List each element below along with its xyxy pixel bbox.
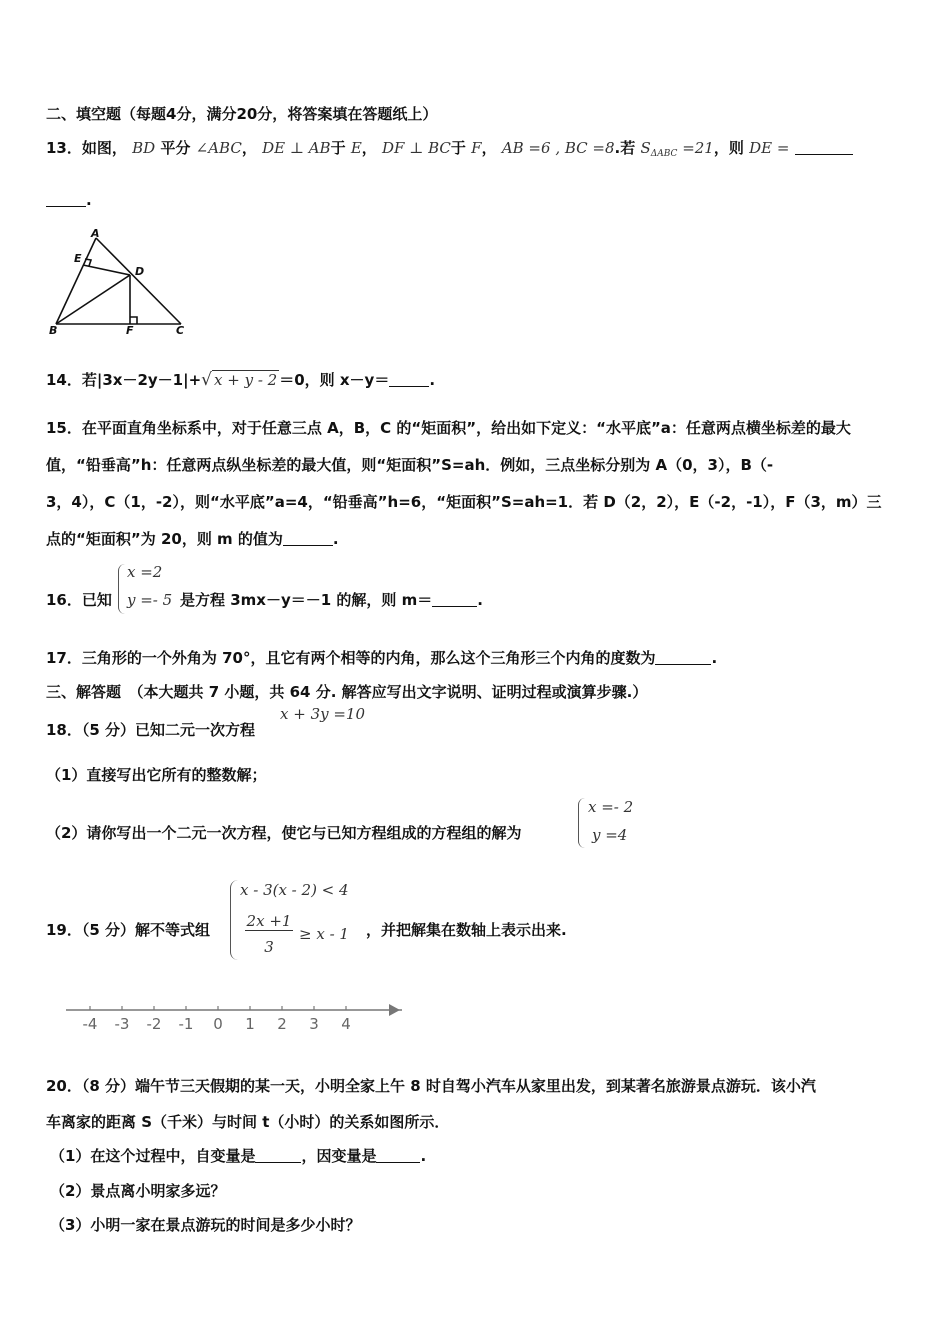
q14-text: 14．若|3x－2y－1|+ (46, 371, 202, 389)
question-20-line-2: 车离家的距离 S（千米）与时间 t（小时）的关系如图所示． (46, 1113, 450, 1131)
triangle-figure (44, 228, 194, 338)
q13-f: F (471, 139, 482, 157)
q13-bd: BD (132, 139, 156, 157)
question-20-part-1 (50, 1146, 426, 1166)
q18-solution-y: y =4 (592, 826, 628, 844)
segment-de (83, 265, 130, 275)
q17-end: . (711, 649, 718, 667)
section-3-header: 三、解答题 （本大题共 7 小题，共 64 分. 解答应写出文字说明、证明过程或演算步骤.） (46, 683, 648, 701)
answer-blank (389, 372, 429, 387)
q13-comma: ， (361, 139, 377, 157)
number-line-tick-label: 4 (341, 1015, 351, 1033)
number-line-tick-label: -3 (114, 1015, 130, 1033)
q13-number: 13．如图， (46, 139, 127, 157)
q19-inequality-1: x - 3(x - 2) < 4 (240, 881, 349, 899)
question-16-number: 16．已知 (46, 591, 112, 609)
q16-system-eq2: y =- 5 (127, 591, 173, 609)
question-20-part-3: （3）小明一家在景点游玩的时间是多少小时？ (50, 1216, 361, 1234)
arrow-head-icon (389, 1004, 400, 1016)
q13-comma: ， (481, 139, 497, 157)
number-line-tick-label: -2 (146, 1015, 162, 1033)
q20-p1-end: . (420, 1147, 427, 1165)
question-15-line-2: 值，“铅垂高”h：任意两点纵坐标差的最大值，则“矩面积”S=ah．例如，三点坐标分别为 A（0，3），B（- (46, 456, 774, 474)
q14-text: ＝0，则 x－y＝ (279, 371, 390, 389)
q13-df-perp-bc: DF ⊥ BC (382, 139, 451, 157)
label-b: B (49, 324, 58, 337)
label-a: A (91, 228, 100, 240)
q15-end: . (332, 530, 339, 548)
question-15-line-4 (46, 529, 339, 549)
answer-blank (283, 531, 333, 546)
section-2-header: 二、填空题（每题4分，满分20分，将答案填在答题纸上） (46, 105, 438, 123)
question-13-continued (46, 190, 92, 210)
question-19-tail: ，并把解集在数轴上表示出来. (366, 921, 567, 939)
answer-blank (432, 592, 477, 607)
q13-area-value: =21 (682, 139, 714, 157)
question-13 (46, 138, 853, 164)
sqrt-symbol: √ (201, 370, 213, 390)
number-line-tick-label: 1 (245, 1015, 255, 1033)
q14-end: . (429, 371, 436, 389)
q13-s: S (640, 139, 651, 157)
q13-text: 于 (330, 139, 346, 157)
answer-blank (255, 1148, 301, 1163)
number-line-tick-label: -4 (82, 1015, 98, 1033)
answer-blank (46, 192, 86, 207)
right-angle-mark-f (130, 317, 137, 324)
q13-end: . (86, 191, 92, 209)
q13-area-symbol (640, 139, 713, 157)
q18-solution-x: x =- 2 (588, 798, 634, 816)
q13-text: 平分 (160, 139, 191, 157)
number-line-tick-label: 2 (277, 1015, 287, 1033)
q13-lengths: AB =6 , BC =8 (501, 139, 615, 157)
question-15-line-3: 3，4），C（1，-2），则“水平底”a=4，“铅垂高”h=6，“矩面积”S=ah=1．若 D（2，2），E（-2，-1），F（3，m）三 (46, 493, 882, 511)
q17-text: 17．三角形的一个外角为 70°，且它有两个相等的内角，那么这个三角形三个内角的度数为 (46, 649, 656, 667)
question-20-line-1: 20．（8 分）端午节三天假期的某一天，小明全家上午 8 时自驾小汽车从家里出发，到某著名旅游景点游玩．该小汽 (46, 1077, 816, 1095)
question-18: 18．（5 分）已知二元一次方程 (46, 721, 256, 739)
q13-comma: ， (241, 139, 257, 157)
system-brace (118, 564, 125, 614)
q13-e: E (350, 139, 362, 157)
answer-blank (795, 140, 853, 155)
q14-sqrt-expression: x + y - 2 (214, 371, 278, 389)
label-f: F (126, 324, 134, 337)
q20-p1-text: ，因变量是 (301, 1147, 377, 1165)
answer-blank (655, 650, 711, 665)
q16-end: . (477, 591, 483, 609)
q19-inequality-2-rhs: ≥ x - 1 (299, 925, 349, 943)
q13-s-subscript: ΔABC (650, 149, 678, 159)
q13-text: ，则 (713, 139, 744, 157)
q19-fraction-numerator: 2x +1 (246, 912, 292, 930)
number-line-tick-label: 0 (213, 1015, 223, 1033)
question-15-line-1: 15．在平面直角坐标系中，对于任意三点 A，B，C 的“矩面积”，给出如下定义：“水平底”a：任意两点横坐标差的最大 (46, 419, 851, 437)
question-14 (46, 370, 435, 390)
number-line-tick-label: -1 (178, 1015, 194, 1033)
question-18-part-1: （1）直接写出它所有的整数解； (46, 766, 267, 784)
answer-blank (376, 1148, 420, 1163)
label-c: C (176, 324, 185, 337)
q13-de-equals: DE = (749, 139, 790, 157)
question-19: 19．（5 分）解不等式组 (46, 921, 211, 939)
number-line (62, 998, 402, 1038)
q19-fraction-denominator: 3 (264, 938, 274, 956)
question-18-part-2: （2）请你写出一个二元一次方程，使它与已知方程组成的方程组的解为 (46, 824, 522, 842)
question-20-part-2: （2）景点离小明家多远？ (50, 1182, 226, 1200)
system-brace (230, 880, 238, 960)
side-ac (96, 238, 181, 324)
question-17 (46, 648, 717, 668)
q15-text: 点的“矩面积”为 20，则 m 的值为 (46, 530, 283, 548)
number-line-tick-label: 3 (309, 1015, 319, 1033)
question-16-text (180, 590, 483, 610)
q13-text: .若 (614, 139, 636, 157)
q18-equation: x + 3y =10 (280, 705, 366, 723)
q13-angle: ∠ABC (195, 139, 242, 157)
label-e: E (74, 252, 82, 265)
system-brace (578, 798, 585, 848)
q13-de-perp-ab: DE ⊥ AB (262, 139, 331, 157)
q16-system-eq1: x =2 (127, 563, 163, 581)
q20-p1-text: （1）在这个过程中，自变量是 (50, 1147, 256, 1165)
label-d: D (135, 265, 145, 278)
q13-text: 于 (450, 139, 466, 157)
q16-text: 是方程 3mx－y＝－1 的解，则 m＝ (180, 591, 433, 609)
